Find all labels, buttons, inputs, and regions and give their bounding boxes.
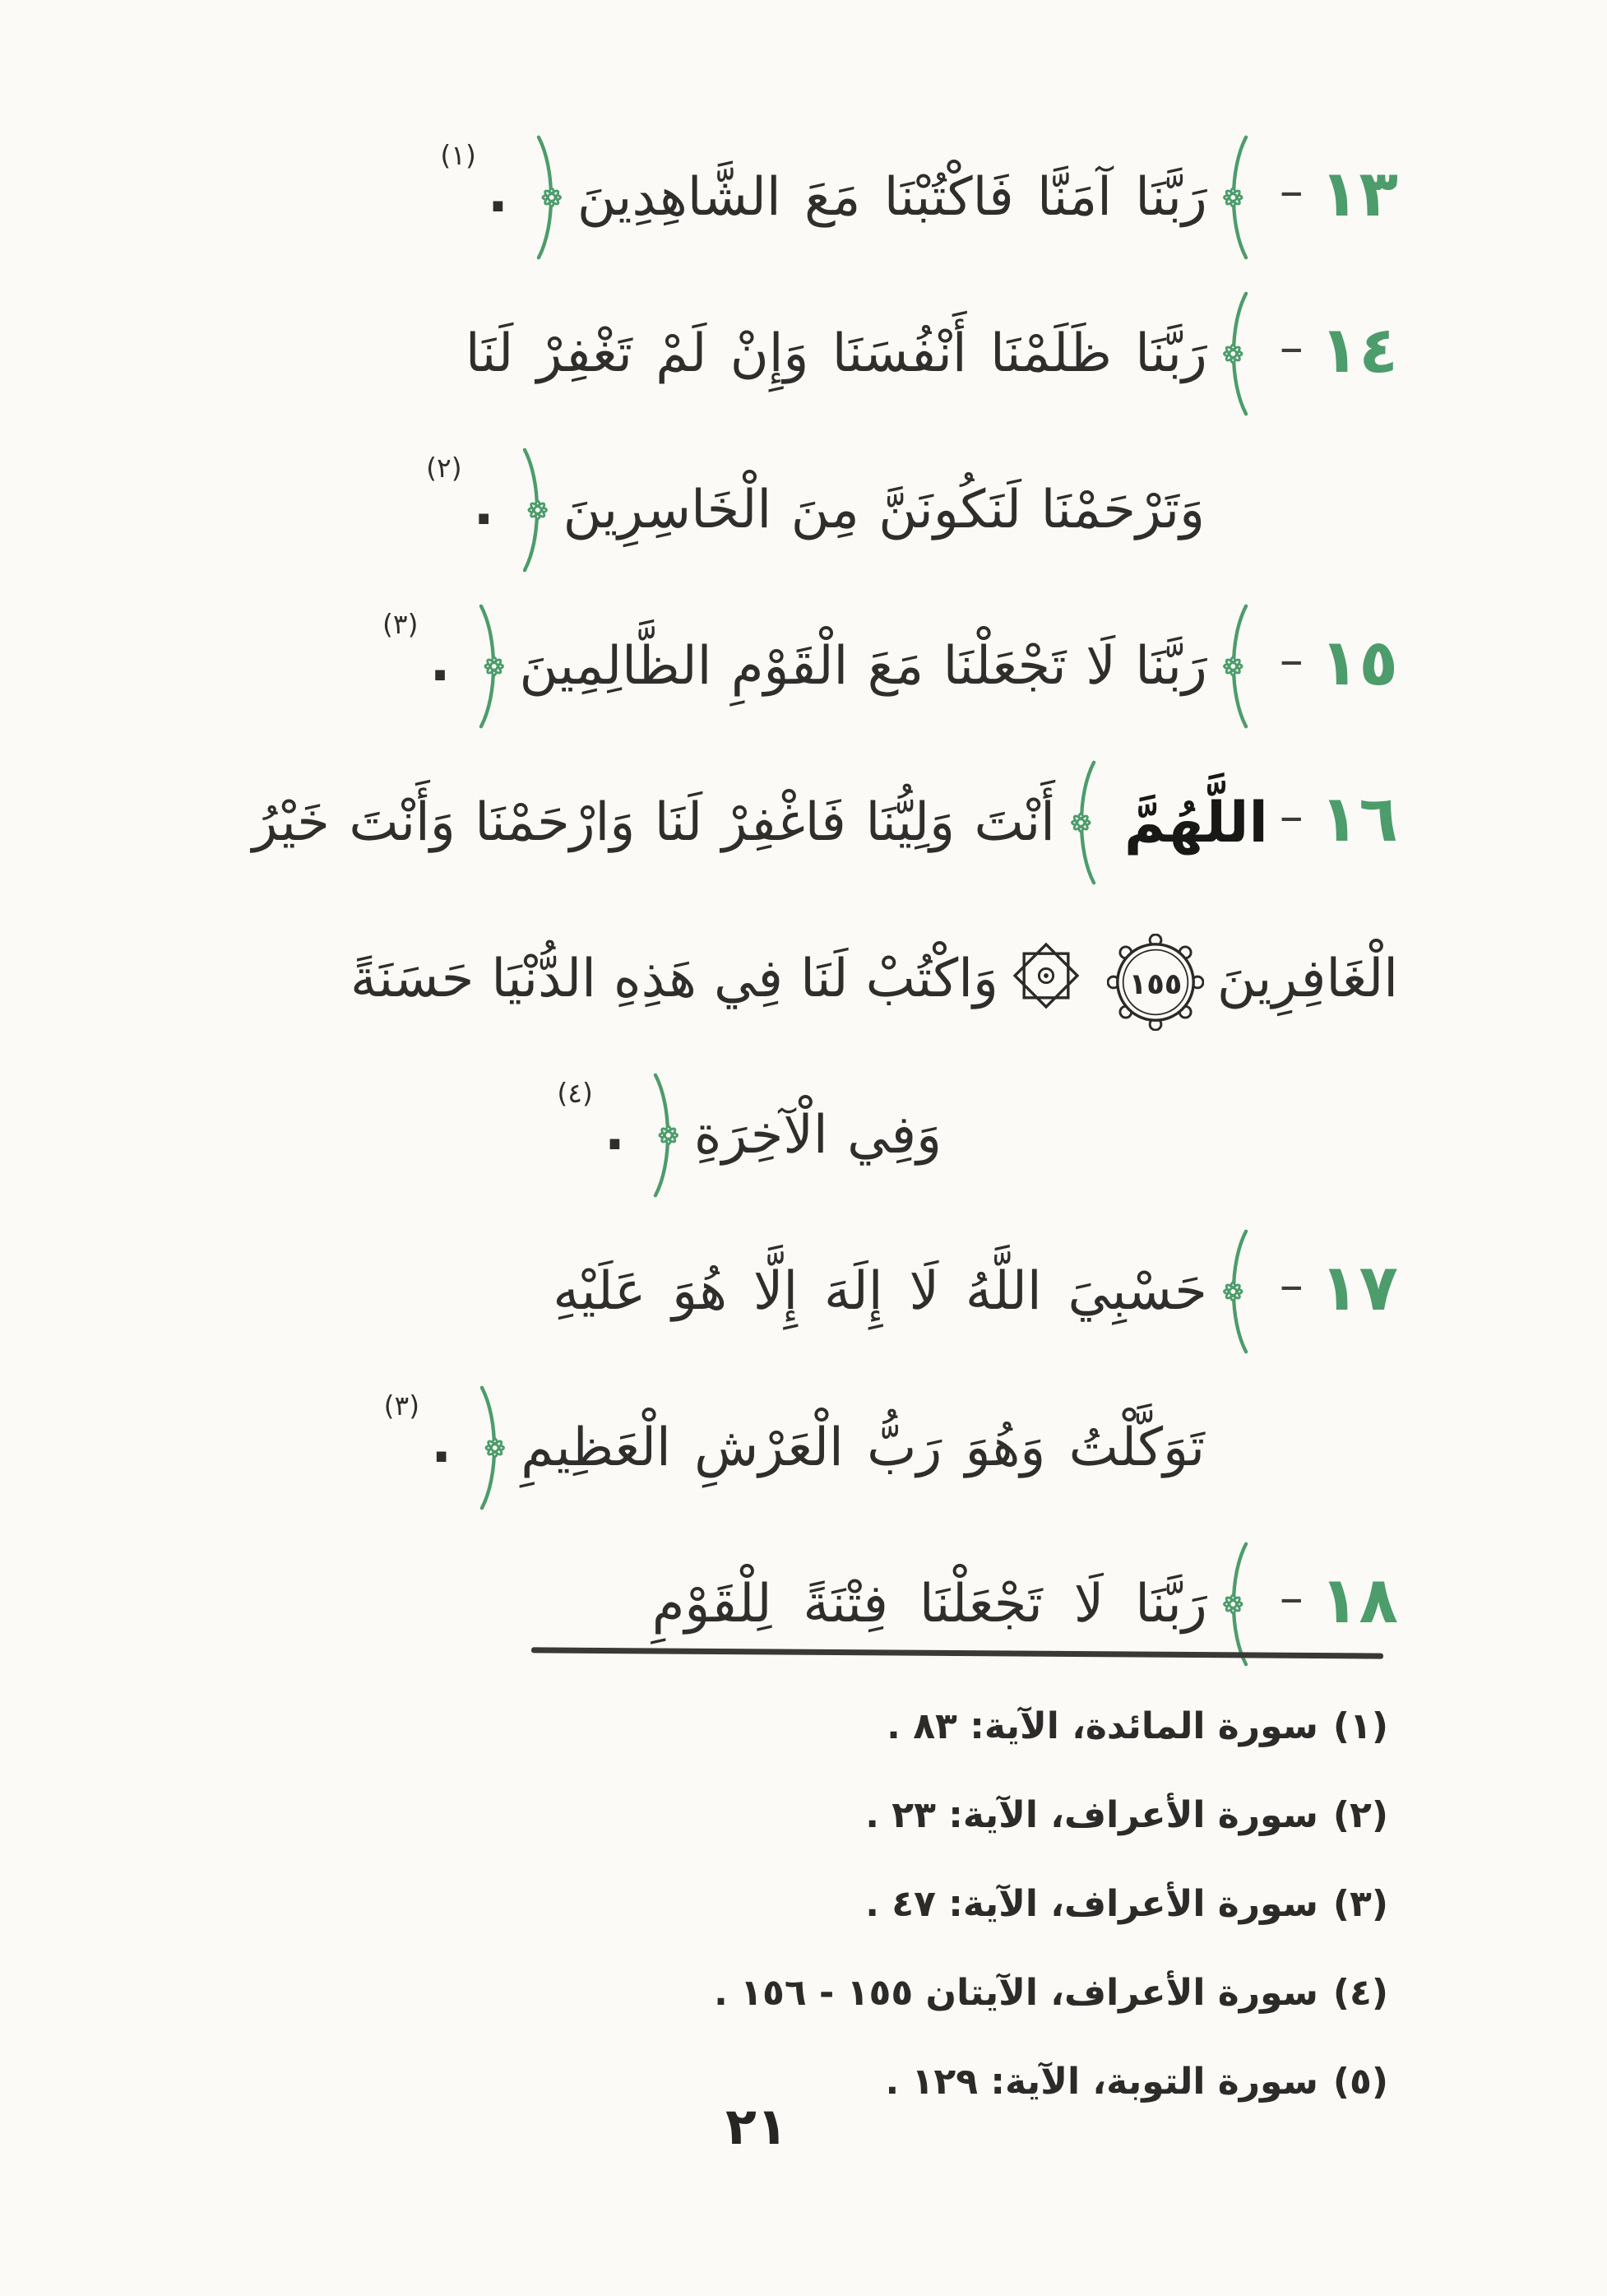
verse-line bbox=[169, 901, 1398, 1057]
footnote-text: سورة الأعراف، الآية: ٢٣ . bbox=[865, 1793, 1318, 1836]
dua-invocation: اللَّهُمَّ bbox=[1123, 790, 1268, 856]
verse-number-medallion bbox=[1107, 934, 1204, 1031]
item-number: ١٦ bbox=[1319, 782, 1398, 856]
verse-text: حَسْبِيَ اللَّهُ لَا إِلَهَ إِلَّا هُوَ عَلَيْهِ bbox=[553, 1261, 1207, 1322]
item-dash: – bbox=[1279, 788, 1304, 844]
verse-line bbox=[169, 119, 1398, 276]
ornate-bracket-open-icon bbox=[1219, 1227, 1257, 1357]
verse-item bbox=[169, 119, 1398, 276]
footnote-number: (١) bbox=[1332, 1705, 1388, 1747]
footnote-marker: (١) bbox=[440, 138, 476, 171]
footnote-number: (٥) bbox=[1332, 2060, 1388, 2103]
ornate-bracket-close-icon bbox=[471, 1383, 509, 1513]
footnote bbox=[169, 1948, 1388, 2037]
verse-text: تَوَكَّلْتُ وَهُوَ رَبُّ الْعَرْشِ الْعَظِيمِ bbox=[521, 1417, 1205, 1478]
verse-text: وَتَرْحَمْنَا لَنَكُونَنَّ مِنَ الْخَاسِرِينَ bbox=[563, 480, 1205, 540]
verse-text: رَبَّنَا لَا تَجْعَلْنَا مَعَ الْقَوْمِ الظَّالِمِينَ bbox=[519, 636, 1207, 697]
verse-item bbox=[169, 744, 1398, 1213]
verse-text: وَاكْتُبْ لَنَا فِي هَذِهِ الدُّنْيَا حَسَنَةً bbox=[350, 949, 998, 1009]
footnote-number: (٢) bbox=[1332, 1793, 1388, 1836]
verse-item bbox=[169, 588, 1398, 744]
verse-text: الْغَافِرِينَ bbox=[1216, 949, 1398, 1009]
item-dash: – bbox=[1279, 319, 1304, 375]
ornate-bracket-close-icon bbox=[470, 601, 508, 731]
page-number: ٢١ bbox=[725, 2096, 788, 2156]
item-number: ١٨ bbox=[1319, 1564, 1398, 1638]
verse-line bbox=[169, 1526, 1398, 1682]
ornate-bracket-open-icon bbox=[1219, 601, 1257, 731]
verse-line bbox=[169, 276, 1398, 432]
verse-text: وَفِي الْآخِرَةِ bbox=[693, 1105, 942, 1166]
verse-item bbox=[169, 1526, 1398, 1682]
footnote-marker: (٢) bbox=[426, 451, 462, 484]
item-number: ١٧ bbox=[1319, 1251, 1398, 1325]
sentence-period: . bbox=[604, 1098, 625, 1162]
verse-line bbox=[169, 744, 1398, 901]
verse-line bbox=[169, 1213, 1398, 1370]
verse-text: أَنْتَ وَلِيُّنَا فَاغْفِرْ لَنَا وَارْحَمْنَا وَأَنْتَ خَيْرُ bbox=[252, 792, 1055, 853]
footnote-marker: (٤) bbox=[557, 1076, 593, 1109]
ornate-bracket-close-icon bbox=[514, 445, 552, 575]
ornate-bracket-open-icon bbox=[1067, 758, 1105, 888]
footnote-marker: (٣) bbox=[383, 1389, 420, 1422]
footnote-number: (٣) bbox=[1332, 1882, 1388, 1925]
footnote-text: سورة الأعراف، الآيتان ١٥٥ - ١٥٦ . bbox=[714, 1971, 1318, 2014]
ornate-bracket-close-icon bbox=[528, 132, 566, 262]
item-number: ١٣ bbox=[1319, 157, 1398, 231]
sentence-period: . bbox=[473, 473, 494, 537]
sentence-period: . bbox=[429, 629, 451, 693]
item-number: ١٥ bbox=[1319, 626, 1398, 700]
footnote bbox=[169, 1681, 1388, 1770]
verse-text: رَبَّنَا لَا تَجْعَلْنَا فِتْنَةً لِلْقَوْمِ bbox=[651, 1574, 1207, 1635]
verses-block bbox=[169, 119, 1398, 1682]
item-number: ١٤ bbox=[1319, 313, 1398, 387]
rub-el-hizb-icon bbox=[1008, 938, 1084, 1013]
footnote bbox=[169, 1859, 1388, 1948]
footnote-text: سورة التوبة، الآية: ١٢٩ . bbox=[885, 2060, 1318, 2103]
sentence-period: . bbox=[487, 160, 508, 225]
footnote bbox=[169, 1770, 1388, 1859]
ornate-bracket-open-icon bbox=[1219, 1539, 1257, 1669]
item-dash: – bbox=[1279, 163, 1304, 219]
verse-item bbox=[169, 1213, 1398, 1526]
footnote-text: سورة الأعراف، الآية: ٤٧ . bbox=[865, 1882, 1318, 1925]
verse-line bbox=[169, 588, 1398, 744]
footnotes-block bbox=[169, 1681, 1388, 2126]
verse-line bbox=[169, 432, 1205, 588]
item-dash: – bbox=[1279, 1570, 1304, 1626]
item-dash: – bbox=[1279, 632, 1304, 688]
verse-text: رَبَّنَا ظَلَمْنَا أَنْفُسَنَا وَإِنْ لَمْ تَغْفِرْ لَنَا bbox=[465, 323, 1207, 384]
verse-line bbox=[169, 1057, 942, 1213]
ornate-bracket-close-icon bbox=[645, 1070, 683, 1200]
footnote-text: سورة المائدة، الآية: ٨٣ . bbox=[887, 1705, 1318, 1747]
verse-item bbox=[169, 276, 1398, 588]
verse-line bbox=[169, 1370, 1205, 1526]
sentence-period: . bbox=[431, 1411, 452, 1475]
ornate-bracket-open-icon bbox=[1219, 289, 1257, 419]
item-dash: – bbox=[1279, 1257, 1304, 1313]
verse-text: رَبَّنَا آمَنَّا فَاكْتُبْنَا مَعَ الشَّاهِدِينَ bbox=[577, 167, 1207, 228]
svg-text:١٥٥: ١٥٥ bbox=[1128, 967, 1183, 1001]
ornate-bracket-open-icon bbox=[1219, 132, 1257, 262]
footnote-number: (٤) bbox=[1332, 1971, 1388, 2014]
footnote-marker: (٣) bbox=[382, 607, 419, 640]
